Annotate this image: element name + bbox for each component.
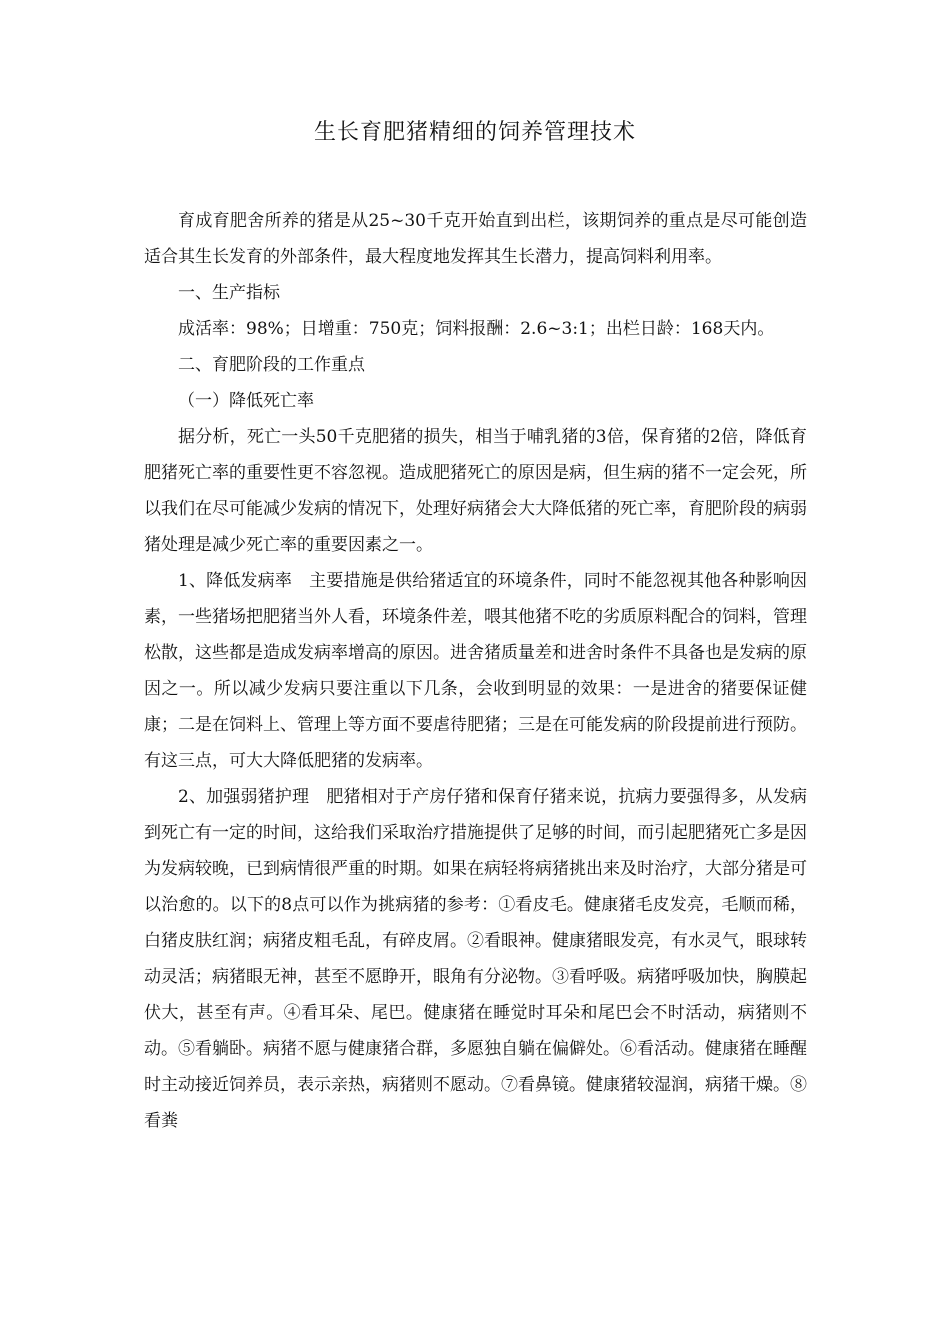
paragraph-intro: 育成育肥舍所养的猪是从25~30千克开始直到出栏，该期饲养的重点是尽可能创造适合其生长发育的外部条件，最大程度地发挥其生长潜力，提高饲料利用率。 — [144, 211, 807, 267]
paragraph-indicators: 成活率：98%；日增重：750克；饲料报酬：2.6~3:1；出栏日龄：168天内。 — [178, 319, 775, 339]
document-body — [144, 203, 807, 1139]
heading-reduce-mortality: （一）降低死亡率 — [178, 391, 314, 411]
paragraph-weak-pig-care: 2、加强弱猪护理 肥猪相对于产房仔猪和保育仔猪来说，抗病力要强得多，从发病到死亡有一定的时间，这给我们采取治疗措施提供了足够的时间，而引起肥猪死亡多是因为发病较晚，已到病情很严重的时期。如果在病轻将病猪挑出来及时治疗，大部分猪是可以治愈的。以下的8点可以作为挑病猪的参考：①看皮毛。健康猪毛皮发亮，毛顺而稀，白猪皮肤红润；病猪皮粗毛乱，有碎皮屑。②看眼神。健康猪眼发亮，有水灵气，眼球转动灵活；病猪眼无神，甚至不愿睁开，眼角有分泌物。③看呼吸。病猪呼吸加快，胸膜起伏大，甚至有声。④看耳朵、尾巴。健康猪在睡觉时耳朵和尾巴会不时活动，病猪则不动。⑤看躺卧。病猪不愿与健康猪合群，多愿独自躺在偏僻处。⑥看活动。健康猪在睡醒时主动接近饲养员，表示亲热，病猪则不愿动。⑦看鼻镜。健康猪较湿润，病猪干燥。⑧看粪 — [144, 787, 807, 1131]
paragraph-mortality-analysis: 据分析，死亡一头50千克肥猪的损失，相当于哺乳猪的3倍，保育猪的2倍，降低育肥猪死亡率的重要性更不容忽视。造成肥猪死亡的原因是病，但生病的猪不一定会死，所以我们在尽可能减少发病的情况下，处理好病猪会大大降低猪的死亡率，育肥阶段的病弱猪处理是减少死亡率的重要因素之一。 — [144, 427, 807, 555]
paragraph-reduce-morbidity: 1、降低发病率 主要措施是供给猪适宜的环境条件，同时不能忽视其他各种影响因素，一些猪场把肥猪当外人看，环境条件差，喂其他猪不吃的劣质原料配合的饲料，管理松散，这些都是造成发病率增高的原因。进舍猪质量差和进舍时条件不具备也是发病的原因之一。所以减少发病只要注重以下几条，会收到明显的效果：一是进舍的猪要保证健康；二是在饲料上、管理上等方面不要虐待肥猪；三是在可能发病的阶段提前进行预防。有这三点，可大大降低肥猪的发病率。 — [144, 571, 807, 771]
heading-production-indicators: 一、生产指标 — [178, 283, 280, 303]
document-title: 生长育肥猪精细的饲养管理技术 — [313, 120, 636, 145]
heading-work-focus: 二、育肥阶段的工作重点 — [178, 355, 365, 375]
